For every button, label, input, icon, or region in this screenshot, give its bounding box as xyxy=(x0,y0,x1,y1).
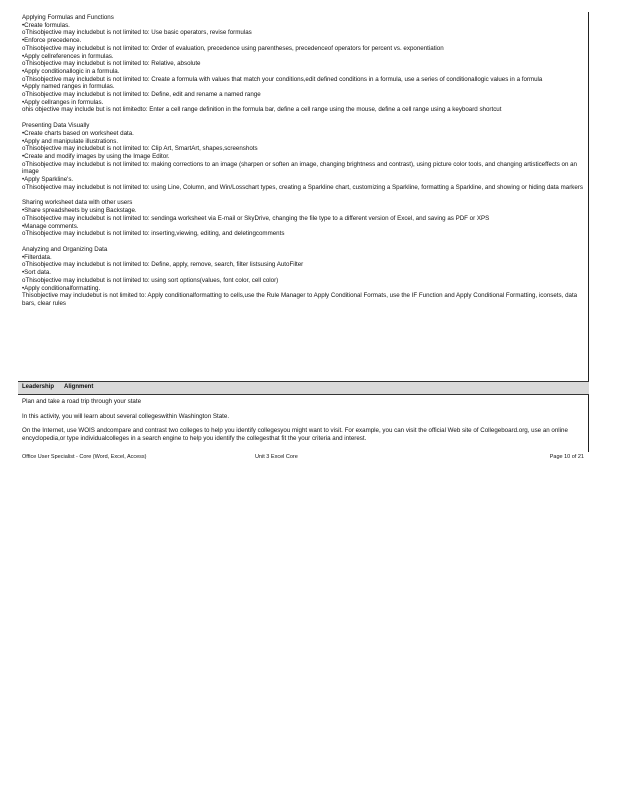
objective-line: •Create formulas. xyxy=(22,21,70,29)
objective-line: •Create charts based on worksheet data. xyxy=(22,129,134,137)
objective-line: •Apply conditionalformatting. xyxy=(22,284,101,292)
section-heading: Analyzing and Organizing Data xyxy=(22,245,108,253)
footer-unit: Unit 3 Excel Core xyxy=(255,454,298,460)
objective-line: •Apply cellreferences in formulas. xyxy=(22,52,114,60)
objective-line: oThisobjective may includebut is not limited to: Create a formula with values that match your conditions,edit defined conditions in a formula, use a series of conditionallogic values in a formula xyxy=(22,75,543,83)
objective-line: ohis objective may include but is not limitedto: Enter a cell range definition in the formula bar, define a cell range using the mouse, define a cell range using a keyboard shortcut xyxy=(22,106,502,114)
objective-line: •Filterdata. xyxy=(22,253,52,261)
objective-line: •Create and modify images by using the Image Editor. xyxy=(22,152,170,160)
section-heading: Sharing worksheet data with other users xyxy=(22,199,133,207)
activity-paragraph: Plan and take a road trip through your state xyxy=(22,398,142,405)
objective-line: oThisobjective may includebut is not limited to: Order of evaluation, precedence using parentheses, precedenceof operators for percent vs. exponentiation xyxy=(22,44,444,52)
objective-line: •Share spreadsheets by using Backstage. xyxy=(22,207,137,215)
objective-line: oThisobjective may includebut is not limited to: making corrections to an image (sharpen or soften an image, changing brightness and contrast), using picture color tools, and changing artisticeffects on an image xyxy=(22,160,578,176)
objective-line: •Apply named ranges in formulas. xyxy=(22,83,115,91)
objective-line: •Apply Sparkline's. xyxy=(22,176,74,184)
bar-label-alignment: Alignment xyxy=(64,384,94,390)
activity-text xyxy=(22,398,582,449)
objectives-content xyxy=(22,14,584,308)
objective-line: oThisobjective may includebut is not limited to: inserting,viewing, editing, and deletingcomments xyxy=(22,230,285,238)
objective-line: •Apply cellranges in formulas. xyxy=(22,98,104,106)
objective-line: oThisobjective may includebut is not limited to: using sort options(values, font color, cell color) xyxy=(22,276,279,284)
footer-page-number: Page 10 of 21 xyxy=(549,454,584,460)
objective-line: oThisobjective may includebut is not limited to: Relative, absolute xyxy=(22,60,201,68)
section-heading: Applying Formulas and Functions xyxy=(22,14,114,21)
activity-paragraph: On the Internet, use WOIS andcompare and contrast two colleges to help you identify collegesyou might want to visit. For example, you can visit the official Web site of Collegeboard.org, use an online encyclopedia,or type individualcolleges in a search engine to help you identify the collegesthat fit the your criteria and interest. xyxy=(22,427,568,442)
objective-line: oThisobjective may includebut is not limited to: Define, edit and rename a named range xyxy=(22,91,261,99)
objective-line: oThisobjective may includebut is not limited to: Define, apply, remove, search, filter listsusing AutoFilter xyxy=(22,261,304,269)
objective-line: •Apply conditionallogic in a formula. xyxy=(22,67,120,75)
objective-line: •Manage comments. xyxy=(22,222,79,230)
page-footer xyxy=(22,454,584,462)
bar-label-leadership: Leadership xyxy=(22,384,55,390)
activity-paragraph: In this activity, you will learn about several collegeswithin Washington State. xyxy=(22,412,230,420)
objective-line: •Apply and manipulate illustrations. xyxy=(22,137,119,145)
leadership-alignment-bar xyxy=(18,381,589,395)
objective-line: oThisobjective may includebut is not limited to: Use basic operators, revise formulas xyxy=(22,29,252,37)
objective-line: oThisobjective may includebut is not limited to: Clip Art, SmartArt, shapes,screenshots xyxy=(22,145,258,153)
objective-line: oThisobjective may includebut is not limited to: using Line, Column, and Win/Losschart types, creating a Sparkline chart, customizing a Sparkline, formatting a Sparkline, and showing or hiding data markers xyxy=(22,183,583,191)
objective-line: •Enforce precedence. xyxy=(22,37,82,45)
objective-line: oThisobjective may includebut is not limited to: sendinga worksheet via E-mail or SkyDrive, changing the file type to a different version of Excel, and saving as PDF or XPS xyxy=(22,214,490,222)
objective-line: •Sort data. xyxy=(22,269,51,277)
footer-course: Office User Specialist - Core (Word, Excel, Access) xyxy=(22,454,147,460)
section-heading: Presenting Data Visually xyxy=(22,122,90,130)
objective-line: Thisobjective may includebut is not limited to: Apply conditionalformatting to cells,use the Rule Manager to Apply Conditional Formats, use the IF Function and Apply Conditional Formatting, iconsets, data bars, clear rules xyxy=(22,292,578,307)
